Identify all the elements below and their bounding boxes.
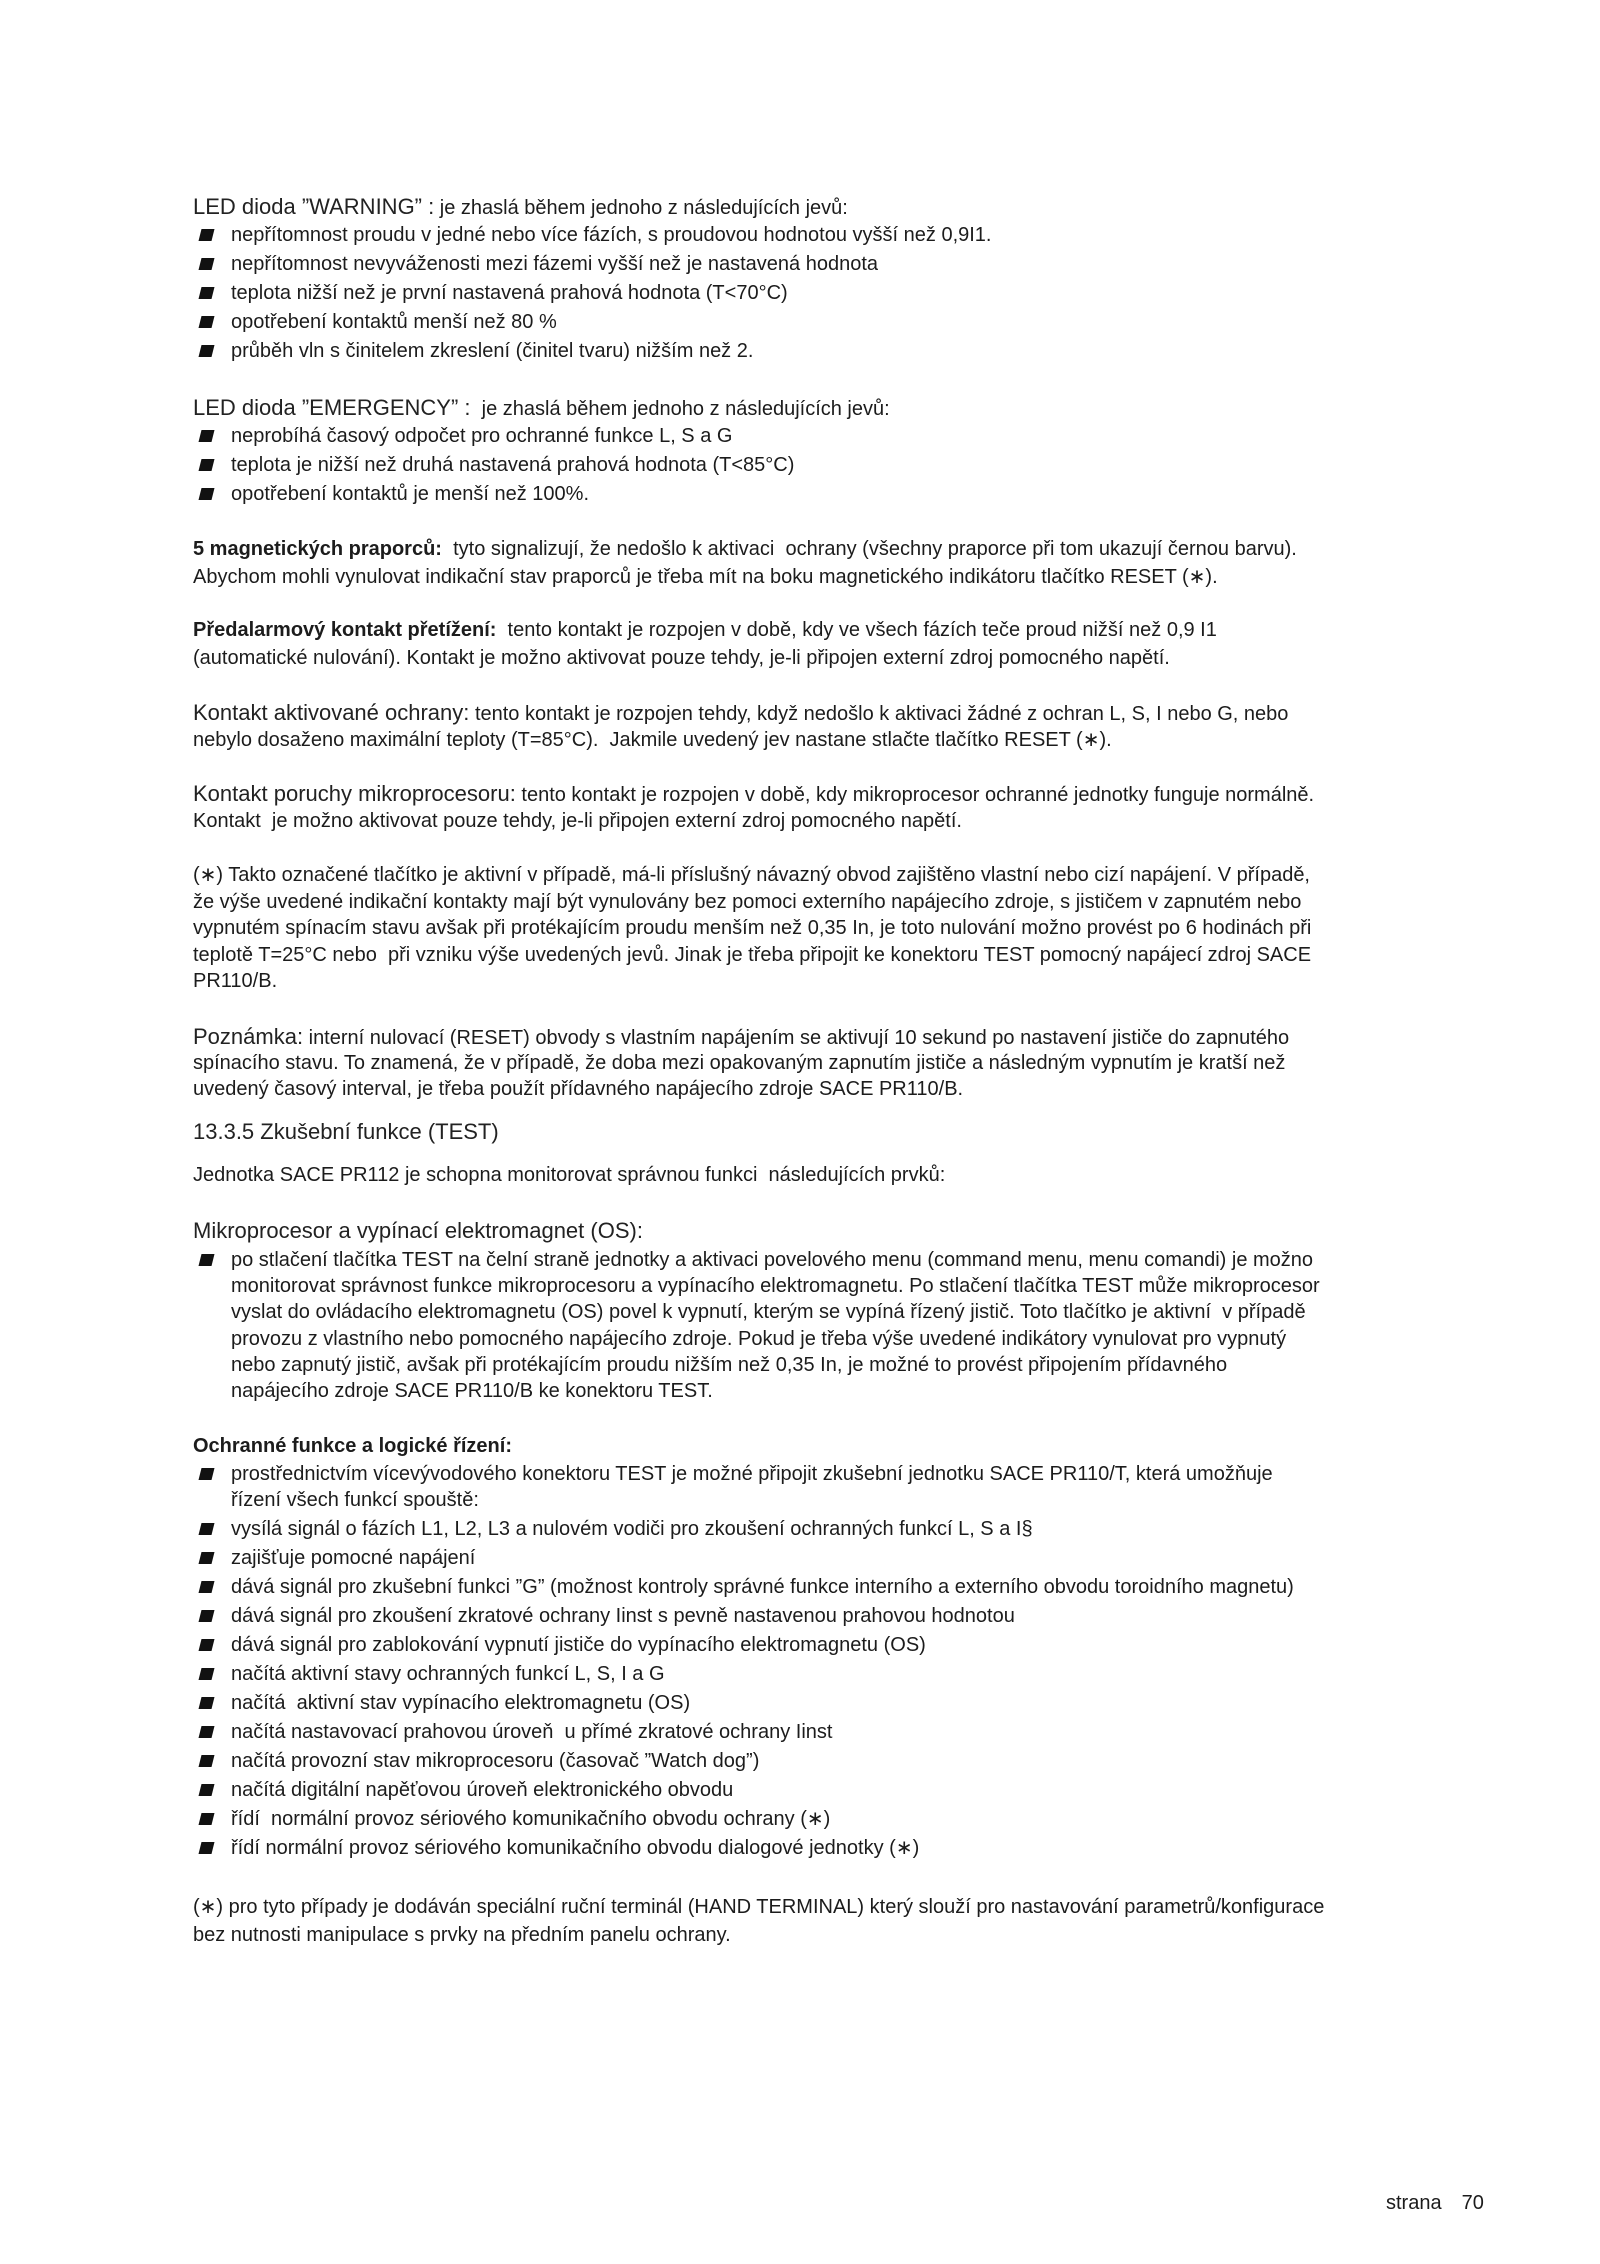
flags-paragraph xyxy=(193,536,1297,591)
prealarm-paragraph xyxy=(193,617,1217,672)
list-item xyxy=(193,1806,1294,1832)
bullet-icon xyxy=(199,1813,215,1825)
paragraph-line xyxy=(193,780,1314,808)
paragraph-line: nebo zapnutý jistič, avšak při protékajícím proudu nižším než 0,35 In, je možné to provést připojením přídavného xyxy=(231,1353,1228,1376)
bullet-icon xyxy=(199,1552,215,1564)
list-item xyxy=(193,1690,1294,1716)
list-item-text: načítá digitální napěťovou úroveň elektronického obvodu xyxy=(231,1779,734,1801)
list-item xyxy=(193,1461,1294,1513)
bullet-icon xyxy=(199,1523,215,1535)
terminal-note-paragraph xyxy=(193,1894,1324,1949)
mcu-test-heading: Mikroprocesor a vypínací elektromagnet (OS): xyxy=(193,1218,643,1243)
bullet-icon xyxy=(199,1468,215,1480)
reset-note-paragraph xyxy=(193,862,1311,995)
page-footer xyxy=(1386,2189,1484,2217)
led-emergency-text: je zhaslá během jednoho z následujících jevů: xyxy=(470,398,890,420)
bullet-icon xyxy=(199,345,215,357)
section-heading: 13.3.5 Zkušební funkce (TEST) xyxy=(193,1119,499,1144)
flags-label: 5 magnetických praporců: xyxy=(193,538,442,560)
bullet-icon xyxy=(199,1784,215,1796)
bullet-icon xyxy=(199,1842,215,1854)
bullet-icon xyxy=(199,1697,215,1709)
bullet-icon xyxy=(199,1639,215,1651)
page-label: strana xyxy=(1386,2192,1442,2214)
list-item xyxy=(193,279,992,308)
mcu-fault-contact-text: tento kontakt je rozpojen v době, kdy mikroprocesor ochranné jednotky funguje normálně. xyxy=(515,784,1315,806)
list-item xyxy=(193,250,992,279)
list-item xyxy=(193,422,890,451)
protection-heading: Ochranné funkce a logické řízení: xyxy=(193,1435,512,1457)
led-warning-label: LED dioda ”WARNING” : xyxy=(193,194,435,219)
remark-label: Poznámka: xyxy=(193,1024,304,1049)
mcu-fault-contact-paragraph xyxy=(193,780,1314,835)
bullet-icon xyxy=(199,430,215,442)
paragraph-line: teplotě T=25°C nebo při vzniku výše uvedených jevů. Jinak je třeba připojit ke konektoru TEST pomocný napájecí zdroj SACE xyxy=(193,943,1312,966)
page-number: 70 xyxy=(1461,2192,1484,2214)
bullet-icon xyxy=(199,459,215,471)
list-item-text: řízení všech funkcí spouště: xyxy=(231,1489,479,1511)
bullet-icon xyxy=(199,1610,215,1622)
led-warning-text: je zhaslá během jednoho z následujících jevů: xyxy=(434,197,848,219)
list-item xyxy=(193,1574,1294,1600)
paragraph-line: že výše uvedené indikační kontakty mají být vynulovány bez pomoci externího napájecího zdroje, s jističem v zapnutém nebo xyxy=(193,890,1302,913)
list-item-text: teplota je nižší než druhá nastavená prahová hodnota (T<85°C) xyxy=(231,454,795,476)
paragraph-line: Kontakt je možno aktivovat pouze tehdy, je-li připojen externí zdroj pomocného napětí. xyxy=(193,809,962,832)
list-item xyxy=(193,1661,1294,1687)
paragraph-line xyxy=(193,536,1297,564)
led-warning-section xyxy=(193,192,992,366)
list-item xyxy=(193,308,992,337)
list-item-text: dává signál pro zkušební funkci ”G” (možnost kontroly správné funkce interního a externího obvodu toroidního magnetu) xyxy=(231,1576,1294,1598)
list-item xyxy=(193,1516,1294,1542)
list-item xyxy=(193,221,992,250)
remark-paragraph xyxy=(193,1024,1289,1103)
list-item xyxy=(193,1632,1294,1658)
list-item xyxy=(193,1603,1294,1629)
paragraph-line: (∗) Takto označené tlačítko je aktivní v případě, má-li příslušný návazný obvod zajištěno vlastní nebo cizí napájení. V případě, xyxy=(193,864,1310,886)
paragraph-line: Abychom mohli vynulovat indikační stav praporců je třeba mít na boku magnetického indikátoru tlačítko RESET (∗). xyxy=(193,565,1218,588)
list-item-text: vysílá signál o fázích L1, L2, L3 a nulovém vodiči pro zkoušení ochranných funkcí L, S a I§ xyxy=(231,1518,1033,1540)
remark-text: interní nulovací (RESET) obvody s vlastním napájením se aktivují 10 sekund po nastavení jističe do zapnutého xyxy=(303,1027,1290,1049)
paragraph-line xyxy=(193,699,1288,727)
mcu-test-item xyxy=(193,1247,1600,1404)
list-item-text: zajišťuje pomocné napájení xyxy=(231,1547,476,1569)
mcu-fault-contact-label: Kontakt poruchy mikroprocesoru: xyxy=(193,781,516,806)
list-item xyxy=(193,1777,1294,1803)
paragraph-line: (automatické nulování). Kontakt je možno aktivovat pouze tehdy, je-li připojen externí zdroj pomocného napětí. xyxy=(193,646,1170,669)
list-item-text: načítá nastavovací prahovou úroveň u přímé zkratové ochrany Iinst xyxy=(231,1721,833,1743)
list-item xyxy=(193,1545,1294,1571)
paragraph-line: po stlačení tlačítka TEST na čelní straně jednotky a aktivaci povelového menu (command menu, menu comandi) je možno xyxy=(231,1249,1314,1271)
bullet-icon xyxy=(199,1254,215,1266)
list-item-text: opotřebení kontaktů je menší než 100%. xyxy=(231,483,590,505)
intro-text: Jednotka SACE PR112 je schopna monitorovat správnou funkci následujících prvků: xyxy=(193,1164,946,1186)
list-item-text: nepřítomnost proudu v jedné nebo více fázích, s proudovou hodnotou vyšší než 0,9I1. xyxy=(231,224,992,246)
paragraph-line: uvedený časový interval, je třeba použít přídavného napájecího zdroje SACE PR110/B. xyxy=(193,1078,964,1101)
list-item xyxy=(193,337,992,366)
bullet-icon xyxy=(199,1668,215,1680)
prealarm-text: tento kontakt je rozpojen v době, kdy ve všech fázích teče proud nižší než 0,9 I1 xyxy=(496,619,1217,641)
list-item-text: načítá aktivní stav vypínacího elektromagnetu (OS) xyxy=(231,1692,691,1714)
list-item-text: opotřebení kontaktů menší než 80 % xyxy=(231,311,557,333)
list-item xyxy=(193,451,890,480)
paragraph-line: bez nutnosti manipulace s prvky na předním panelu ochrany. xyxy=(193,1923,731,1946)
paragraph-line: napájecího zdroje SACE PR110/B ke konektoru TEST. xyxy=(231,1379,713,1402)
led-emergency-label: LED dioda ”EMERGENCY” : xyxy=(193,395,471,420)
bullet-icon xyxy=(199,1755,215,1767)
led-warning-heading xyxy=(193,192,992,221)
list-item-text: teplota nižší než je první nastavená prahová hodnota (T<70°C) xyxy=(231,282,788,304)
list-item-text: řídí normální provoz sériového komunikačního obvodu dialogové jednotky (∗) xyxy=(231,1837,920,1859)
bullet-icon xyxy=(199,488,215,500)
led-emergency-heading xyxy=(193,393,890,422)
paragraph-line: provozu z vlastního nebo pomocného napájecího zdroje. Pokud je třeba výše uvedené indikátory vynulovat pro vypnutý xyxy=(231,1327,1287,1350)
list-item-text: dává signál pro zablokování vypnutí jističe do vypínacího elektromagnetu (OS) xyxy=(231,1634,926,1656)
list-item xyxy=(193,1748,1294,1774)
list-item-text: řídí normální provoz sériového komunikačního obvodu ochrany (∗) xyxy=(231,1808,831,1830)
paragraph-line: (∗) pro tyto případy je dodáván speciální ruční terminál (HAND TERMINAL) který slouží pro nastavování parametrů/konfigurace xyxy=(193,1896,1325,1918)
paragraph-line: nebylo dosaženo maximální teploty (T=85°C). Jakmile uvedený jev nastane stlačte tlačítko RESET (∗). xyxy=(193,728,1112,751)
list-item-text: načítá provozní stav mikroprocesoru (časovač ”Watch dog”) xyxy=(231,1750,760,1772)
list-item xyxy=(193,480,890,509)
flags-text: tyto signalizují, že nedošlo k aktivaci ochrany (všechny praporce při tom ukazují černou barvu). xyxy=(441,538,1297,560)
list-item-text: nepřítomnost nevyváženosti mezi fázemi vyšší než je nastavená hodnota xyxy=(231,253,879,275)
bullet-icon xyxy=(199,1726,215,1738)
list-item-text: průběh vln s činitelem zkreslení (činitel tvaru) nižším než 2. xyxy=(231,340,754,362)
paragraph-line: spínacího stavu. To znamená, že v případě, že doba mezi opakovaným zapnutím jističe a následným vypnutím je kratší než xyxy=(193,1052,1286,1075)
led-emergency-section xyxy=(193,393,890,509)
list-item-text: prostřednictvím vícevývodového konektoru TEST je možné připojit zkušební jednotku SACE PR110/T, která umožňuje xyxy=(231,1463,1273,1485)
paragraph-line xyxy=(193,1024,1289,1050)
trip-contact-text: tento kontakt je rozpojen tehdy, když nedošlo k aktivaci žádné z ochran L, S, I nebo G, nebo xyxy=(469,703,1289,725)
paragraph-line: vyslat do ovládacího elektromagnetu (OS) povel k vypnutí, kterým se vypíná řízený jistič. Toto tlačítko je aktivní v případě xyxy=(231,1301,1306,1324)
paragraph-line: monitorovat správnost funkce mikroprocesoru a vypínacího elektromagnetu. Po stlačení tlačítka TEST může mikroprocesor xyxy=(231,1275,1320,1298)
bullet-icon xyxy=(199,229,215,241)
bullet-icon xyxy=(199,1581,215,1593)
list-item xyxy=(193,1835,1294,1861)
trip-contact-paragraph xyxy=(193,699,1288,754)
bullet-icon xyxy=(199,258,215,270)
bullet-icon xyxy=(199,287,215,299)
list-item-text: dává signál pro zkoušení zkratové ochrany Iinst s pevně nastavenou prahovou hodnotou xyxy=(231,1605,1015,1627)
paragraph-line xyxy=(193,617,1217,645)
prealarm-label: Předalarmový kontakt přetížení: xyxy=(193,619,497,641)
list-item-text: načítá aktivní stavy ochranných funkcí L, S, I a G xyxy=(231,1663,665,1685)
bullet-icon xyxy=(199,316,215,328)
paragraph-line: PR110/B. xyxy=(193,970,278,993)
trip-contact-label: Kontakt aktivované ochrany: xyxy=(193,700,470,725)
paragraph-line: vypnutém spínacím stavu avšak při protékajícím proudu menším než 0,35 In, je toto nulování možno provést po 6 hodinách při xyxy=(193,917,1312,940)
protection-list xyxy=(193,1461,1294,1864)
list-item-text: neprobíhá časový odpočet pro ochranné funkce L, S a G xyxy=(231,425,733,447)
list-item xyxy=(193,1719,1294,1745)
